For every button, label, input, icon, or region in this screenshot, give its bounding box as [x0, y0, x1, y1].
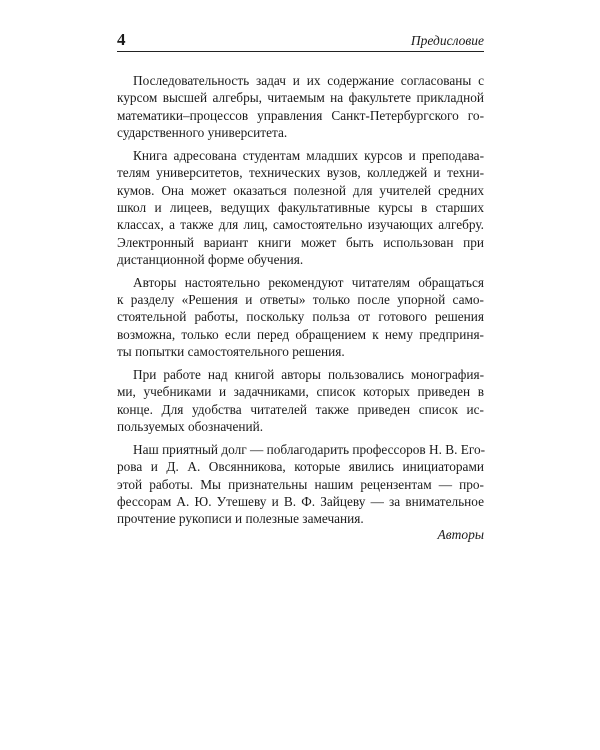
signature: Авторы	[437, 527, 484, 542]
paragraph-line: телям университетов, технических вузов, колледжей и техни-	[117, 165, 484, 181]
paragraph-line: ми, учебниками и задачниками, список которых приведен в	[117, 384, 484, 400]
paragraph-line: рова и Д. А. Овсянникова, которые явились инициаторами	[117, 459, 484, 475]
paragraph-line: ты попытки самостоятельного решения.	[117, 344, 345, 360]
paragraph-line: пользуемых обозначений.	[117, 419, 264, 435]
paragraph-line: Последовательность задач и их содержание согласованы с	[133, 73, 484, 88]
paragraph-line: При работе над книгой авторы пользовались монография-	[133, 367, 484, 382]
paragraph-line: к разделу «Решения и ответы» только после упорной само-	[117, 292, 484, 308]
body-text	[117, 72, 484, 533]
paragraph-line: конце. Для удобства читателей также приведен список ис-	[117, 401, 484, 417]
paragraph-line: этой работы. Мы признательны нашим рецензентам — про-	[117, 476, 484, 492]
paragraph-line: сударственного университета.	[117, 125, 288, 141]
paragraph-line: Авторы настоятельно рекомендуют читателям обращаться	[133, 274, 484, 290]
paragraph-line: возможна, только если перед обращением к нему предприня-	[117, 326, 484, 342]
page-number: 4	[117, 30, 126, 49]
running-head: Предисловие	[410, 33, 484, 48]
paragraph-line: школ и лицеев, ведущих факультативные курсы в старших	[117, 199, 484, 215]
paragraph-line: кумов. Она может оказаться полезной для учителей средних	[117, 182, 484, 198]
paragraph-line: курсом высшей алгебры, читаемым на факультете прикладной	[117, 90, 484, 106]
paragraph-line: прочтение рукописи и полезные замечания.	[117, 511, 364, 527]
paragraph-line: Электронный вариант книги может быть использован при	[117, 234, 484, 250]
paragraph	[117, 441, 484, 528]
paragraph-line: фессорам А. Ю. Утешеву и В. Ф. Зайцеву — за внимательное	[117, 493, 484, 509]
header-rule	[117, 51, 484, 52]
paragraph	[117, 274, 484, 361]
page-header	[117, 30, 484, 54]
paragraph	[117, 366, 484, 435]
paragraph-line: дистанционной форме обучения.	[117, 251, 304, 267]
paragraph-line: классах, а также для лиц, самостоятельно изучающих алгебру.	[117, 217, 484, 233]
paragraph-line: Наш приятный долг — поблагодарить профессоров Н. В. Его-	[133, 441, 486, 457]
paragraph-line: математики–процессов управления Санкт-Петербургского го-	[117, 107, 484, 123]
paragraph	[117, 147, 484, 268]
paragraph-line: Книга адресована студентам младших курсов и преподава-	[133, 147, 484, 163]
paragraph	[117, 72, 484, 141]
paragraph-line: стоятельной работы, поскольку польза от готового решения	[117, 309, 484, 325]
